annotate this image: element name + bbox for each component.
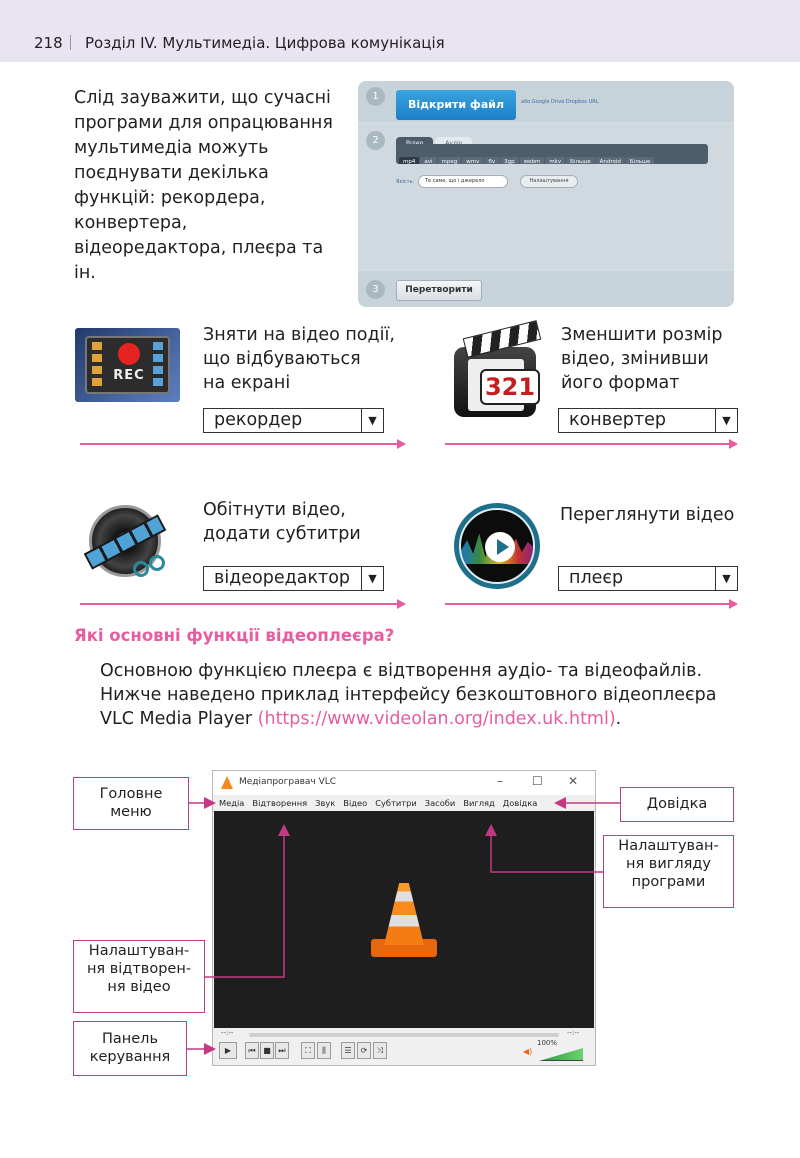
paragraph-text: VLC Media Player: [100, 709, 258, 729]
step-1-badge: 1: [366, 87, 385, 106]
callout-line: ня вигляду: [626, 856, 711, 872]
loop-icon[interactable]: ⟳: [357, 1042, 371, 1059]
menu-item-media[interactable]: Медіа: [219, 798, 245, 808]
play-icon[interactable]: ▶: [219, 1042, 237, 1059]
callout-line: Головне: [99, 786, 163, 802]
close-icon[interactable]: ✕: [568, 774, 579, 788]
open-file-button[interactable]: Відкрити файл: [396, 90, 516, 120]
tool-text-line: Переглянути відео: [560, 505, 735, 525]
callout-line: програми: [631, 874, 706, 890]
dropdown-value: конвертер: [569, 410, 666, 430]
format-item[interactable]: webm: [520, 157, 545, 164]
convert-button[interactable]: Перетворити: [396, 280, 482, 301]
format-item[interactable]: avi: [420, 157, 436, 164]
section-title: Розділ IV. Мультимедіа. Цифрова комунікація: [85, 34, 445, 52]
volume-level: 100%: [537, 1039, 558, 1047]
format-item[interactable]: mpeg: [438, 157, 462, 164]
menu-item-tools[interactable]: Засоби: [424, 798, 456, 808]
quality-select[interactable]: Те саме, що і джерело: [418, 175, 508, 188]
callout-line: Налаштуван-: [88, 943, 190, 959]
callout-line: керування: [89, 1049, 171, 1065]
tool-text-line: його формат: [561, 373, 680, 393]
dropdown-arrow-icon[interactable]: ▼: [715, 567, 737, 590]
section-question: Які основні функції відеоплеєра?: [74, 626, 395, 645]
speaker-icon[interactable]: ◀): [523, 1047, 533, 1056]
fullscreen-icon[interactable]: ⛶: [301, 1042, 315, 1059]
vlc-window-title: Медіапрогравач VLC: [239, 777, 337, 787]
paragraph-line: Нижче наведено приклад інтерфейсу безкоштовного відеоплеєра: [100, 685, 717, 705]
callout-help: Довідка: [620, 787, 734, 822]
maximize-icon[interactable]: ☐: [532, 774, 543, 788]
menu-item-view[interactable]: Вигляд: [463, 798, 495, 808]
dropdown-arrow-icon[interactable]: ▼: [361, 409, 383, 432]
callout-line: ня відео: [107, 979, 171, 995]
arrow-view-settings: [491, 827, 603, 872]
next-icon[interactable]: ⏭: [275, 1042, 289, 1059]
format-item[interactable]: flv: [484, 157, 499, 164]
format-item[interactable]: wmv: [462, 157, 483, 164]
dropdown-value: відеоредактор: [214, 568, 351, 588]
dropdown-value: рекордер: [214, 410, 303, 430]
format-item[interactable]: Більше: [566, 157, 594, 164]
shuffle-icon[interactable]: ⤨: [373, 1042, 387, 1059]
menu-item-audio[interactable]: Звук: [315, 798, 336, 808]
elapsed-time: --:--: [221, 1029, 234, 1037]
total-time: --:--: [567, 1029, 580, 1037]
callout-line: Налаштуван-: [618, 838, 719, 854]
tool-text-line: що відбуваються: [203, 349, 361, 369]
converter-icon-label: 321: [480, 369, 540, 405]
dropdown-value: плеєр: [569, 568, 624, 588]
menu-item-video[interactable]: Відео: [343, 798, 368, 808]
callout-line: меню: [110, 804, 152, 820]
tool-text-line: додати субтитри: [203, 524, 361, 544]
paragraph-line: Основною функцією плеєра є відтворення аудіо- та відеофайлів.: [100, 661, 703, 681]
previous-icon[interactable]: ⏮: [245, 1042, 259, 1059]
callout-line: Панель: [101, 1031, 158, 1047]
callout-line: ня відтворен-: [86, 961, 192, 977]
tool-text-line: на екрані: [203, 373, 291, 393]
page-number: 218: [34, 34, 63, 52]
dropdown-arrow-icon[interactable]: ▼: [361, 567, 383, 590]
step-3-badge: 3: [366, 280, 385, 299]
format-item[interactable]: 3gp: [500, 157, 518, 164]
format-item[interactable]: mkv: [545, 157, 565, 164]
format-item[interactable]: Android: [596, 157, 625, 164]
format-item[interactable]: mp4: [399, 157, 419, 164]
paragraph-text: .: [615, 709, 622, 729]
arrow-playback-settings: [205, 827, 284, 977]
settings-button[interactable]: Налаштування: [520, 175, 578, 188]
menu-item-help[interactable]: Довідка: [502, 798, 538, 808]
tool-text-line: відео, змінивши: [561, 349, 709, 369]
tool-text-line: Зменшити розмір: [561, 325, 723, 345]
menu-item-playback[interactable]: Відтворення: [252, 798, 308, 808]
videolan-link[interactable]: (https://www.videolan.org/index.uk.html): [257, 709, 616, 729]
dropdown-arrow-icon[interactable]: ▼: [715, 409, 737, 432]
recorder-icon-label: REC: [113, 368, 145, 383]
intro-paragraph: Слід зауважити, що сучасні програми для опрацювання мультимедіа можуть поєднувати декілька функцій: рекордера, конвертера, відеоредактора, плеєра та ін.: [74, 88, 333, 283]
extended-settings-icon[interactable]: ⫼: [317, 1042, 331, 1059]
quality-label: Якість:: [396, 179, 415, 185]
tool-text-line: Зняти на відео події,: [203, 325, 395, 345]
minimize-icon[interactable]: –: [497, 774, 503, 788]
stop-icon[interactable]: ■: [260, 1042, 274, 1059]
step-2-badge: 2: [366, 131, 385, 150]
tool-text-line: Обітнути відео,: [203, 500, 346, 520]
source-links[interactable]: або Google Drive Dropbox URL: [521, 99, 599, 105]
menu-item-subtitles[interactable]: Субтитри: [375, 798, 417, 808]
playlist-icon[interactable]: ☰: [341, 1042, 355, 1059]
format-item[interactable]: Більше: [626, 157, 654, 164]
